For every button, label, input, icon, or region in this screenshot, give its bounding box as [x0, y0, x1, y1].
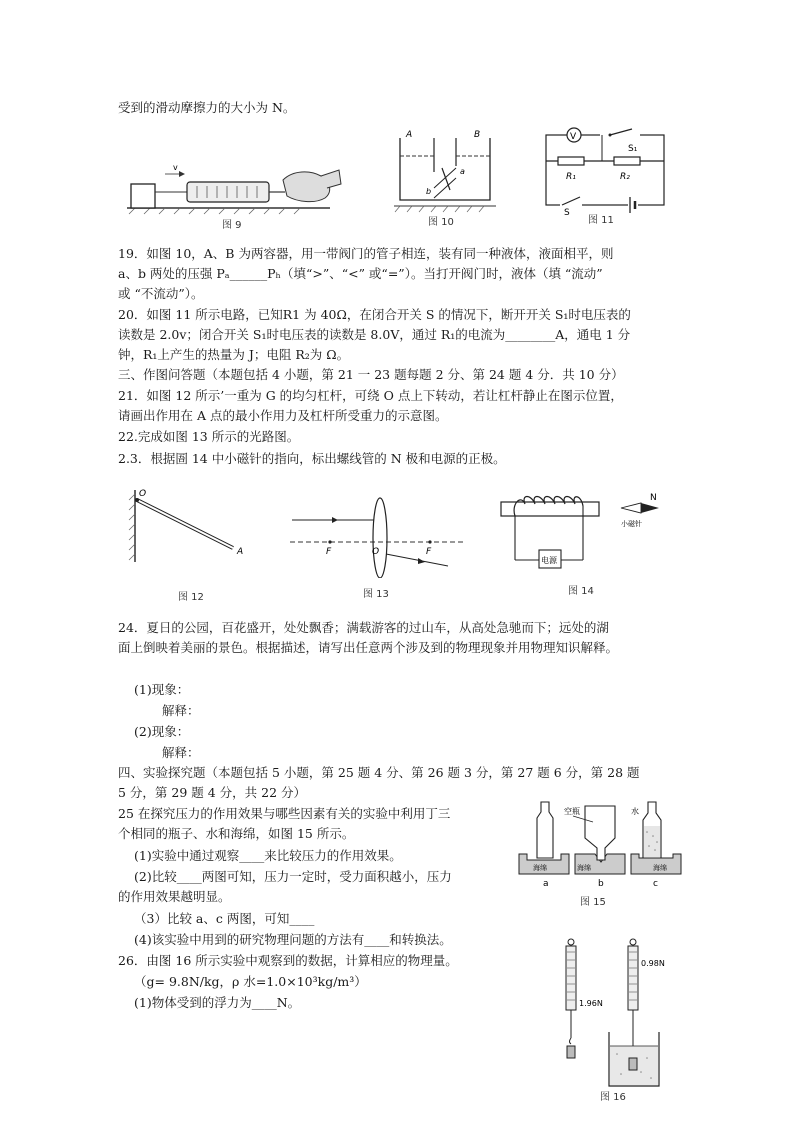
svg-text:空瓶: 空瓶	[564, 807, 580, 816]
figure-13	[288, 494, 468, 578]
svg-text:b: b	[598, 879, 604, 889]
question-23: 2.3．根据圄 14 中小磁针的指向，标出螺线管的 N 极和电源的正极。	[118, 451, 506, 466]
figure-14-caption: 图 14	[568, 586, 594, 597]
figure-11-caption: 图 11	[588, 215, 614, 226]
point-A: A	[237, 547, 244, 557]
svg-text:海绵: 海绵	[533, 864, 547, 872]
label-b: b	[426, 187, 432, 196]
question-19-line-3: 或 “不流动”）。	[118, 286, 204, 301]
label-B: B	[474, 130, 481, 140]
svg-text:海绵: 海绵	[577, 864, 591, 872]
question-25-part-2: (2)比较____两图可知，压力一定时，受力面积越小，压力	[134, 869, 452, 884]
svg-text:0.98N: 0.98N	[641, 959, 665, 968]
figure-10-caption: 图 10	[428, 217, 454, 228]
svg-text:V: V	[570, 132, 577, 142]
svg-text:F: F	[426, 547, 432, 557]
answer-2-phenomenon: (2)现象：	[134, 724, 190, 739]
section-3-heading: 三、作图问答题（本题包括 4 小题，第 21 一 23 题每题 2 分、第 24 题 4 分．共 10 分）	[118, 367, 624, 382]
question-19-line-1: 19．如图 10，A、B 为两容器，用一带阀门的管子相连，装有同一种液体，液面相平，则	[118, 246, 614, 261]
svg-text:N: N	[650, 493, 657, 503]
figure-12-caption: 图 12	[178, 592, 204, 603]
question-19-line-2: a、b 两处的压强 Pₐ______Pₕ（填“>”、“<” 或“=”）。当打开阀门时，液体（填 “流动”	[118, 266, 603, 281]
figure-11	[540, 125, 670, 215]
svg-text:S: S	[564, 208, 570, 215]
compass-needle	[621, 503, 641, 513]
question-26-line-1: 26．由图 16 所示实验中观察到的数据，计算相应的物理量。	[118, 953, 458, 968]
bottle-b	[585, 806, 615, 860]
svg-text:O: O	[372, 547, 380, 557]
question-24-line-1: 24．夏日的公园，百花盛开，处处飘香；满载游客的过山车，从高处急驰而下；远处的湖	[118, 620, 609, 635]
figure-12	[125, 486, 255, 566]
resistor-r2	[614, 157, 640, 165]
svg-text:a: a	[543, 879, 549, 889]
svg-text:S₁: S₁	[628, 144, 638, 154]
figure-10	[390, 128, 500, 216]
spring-scale-2	[628, 946, 638, 1010]
label-a: a	[460, 167, 465, 176]
svg-text:R₂: R₂	[620, 172, 630, 182]
figure-15	[515, 798, 687, 890]
question-25-part-4: (4)该实验中用到的研究物理问题的方法有____和转换法。	[134, 932, 452, 947]
object-1	[567, 1046, 575, 1058]
svg-text:c: c	[653, 879, 658, 889]
question-25-part-3: （3）比较 a、c 两图，可知____	[134, 911, 315, 926]
question-22: 22.完成如图 13 所示的光路图。	[118, 429, 300, 444]
question-21-line-2: 请画出作用在 A 点的最小作用力及杠杆所受重力的示意图。	[118, 408, 448, 423]
svg-text:R₁: R₁	[566, 172, 576, 182]
convex-lens	[373, 498, 387, 578]
question-20-line-2: 读数是 2.0v；闭合开关 S₁时电压表的读数是 8.0V，通过 R₁的电流为________A，通电 1 分	[118, 327, 631, 342]
question-25-part-1: (1)实验中通过观察____来比较压力的作用效果。	[134, 848, 402, 863]
question-25-part-2-cont: 的作用效果越明显。	[118, 889, 231, 904]
section-4-heading-line-1: 四、实验探究题（本题包括 5 小题，第 25 题 4 分、第 26 题 3 分，第 27 题 6 分，第 28 题	[118, 765, 640, 780]
svg-text:水: 水	[631, 807, 639, 816]
question-20-line-1: 20．如图 11 所示电路，已知R1 为 40Ω，在闭合开关 S 的情况下，断开开关 S₁时电压表的	[118, 307, 631, 322]
text-line-partial-question: 受到的滑动摩擦力的大小为 N。	[118, 100, 296, 115]
question-25-line-2: 个相同的瓶子、水和海绵，如图 15 所示。	[118, 826, 355, 841]
answer-2-explanation: 解释：	[162, 745, 200, 760]
figure-15-caption: 图 15	[580, 897, 606, 908]
velocity-label: v	[173, 163, 178, 172]
figure-16	[555, 936, 680, 1104]
label-A: A	[406, 130, 413, 140]
svg-text:1.96N: 1.96N	[579, 999, 603, 1008]
question-24-line-2: 面上倒映着美丽的景色。根据描述，请写出任意两个涉及到的物理现象并用物理知识解释。	[118, 640, 619, 655]
question-26-constants: （g= 9.8N/kg，ρ 水=1.0×10³kg/m³）	[134, 974, 367, 989]
section-4-heading-line-2: 5 分，第 29 题 4 分，共 22 分）	[118, 785, 307, 800]
wooden-block	[131, 184, 155, 208]
figure-9-caption: 图 9	[222, 220, 242, 231]
question-21-line-1: 21．如图 12 所示’一重为 G 的均匀杠杆，可绕 O 点上下转动，若让杠杆静止在图示位置，	[118, 388, 623, 403]
svg-text:电源: 电源	[541, 556, 557, 565]
figure-16-caption: 图 16	[600, 1092, 626, 1103]
pivot-O: O	[139, 489, 147, 499]
bottle-a	[537, 802, 553, 858]
figure-14	[495, 486, 670, 578]
figure-13-caption: 图 13	[363, 589, 389, 600]
spring-scale-1	[566, 946, 576, 1010]
question-20-line-3: 钟，R₁上产生的热量为 J；电阻 R₂为 Ω。	[118, 347, 350, 362]
answer-1-explanation: 解释：	[162, 703, 200, 718]
svg-text:F: F	[326, 547, 332, 557]
answer-1-phenomenon: (1)现象：	[134, 682, 190, 697]
question-26-part-1: (1)物体受到的浮力为____N。	[134, 995, 301, 1010]
object-2	[629, 1058, 637, 1070]
resistor-r1	[558, 157, 584, 165]
svg-text:海绵: 海绵	[653, 864, 667, 872]
question-25-line-1: 25 在探究压力的作用效果与哪些因素有关的实验中利用丁三	[118, 806, 451, 821]
svg-text:小磁针: 小磁针	[621, 520, 642, 528]
